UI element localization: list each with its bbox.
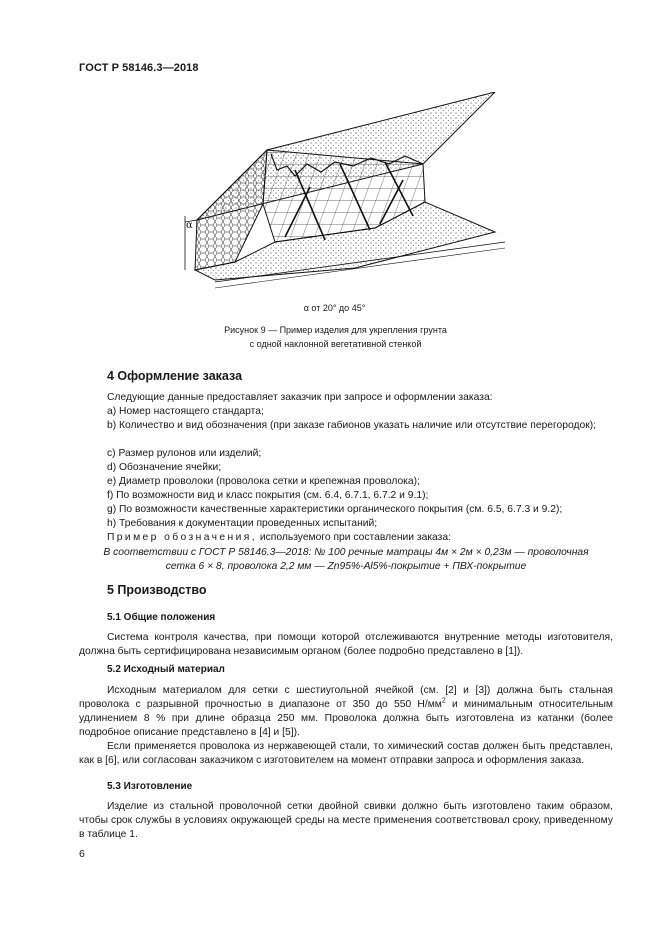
page-number: 6: [79, 848, 85, 860]
section-5-title: 5 Производство: [107, 583, 207, 597]
order-item-e: e) Диаметр проволоки (проволока сетки и крепежная проволока);: [107, 476, 420, 487]
example-word: Пример обозначения,: [107, 532, 257, 543]
order-item-g: g) По возможности качественные характеристики органического покрытия (см. 6.5, 6.7.3 и 9.2);: [107, 504, 563, 515]
order-item-c: c) Размер рулонов или изделий;: [107, 448, 262, 459]
section-5-3-title: 5.3 Изготовление: [107, 781, 193, 792]
section-5-1-text: Система контроля качества, при помощи которой отслеживаются внутренние методы изготовителя, должна быть сертифицирована независимым органом (более подробно представлено в [1]).: [79, 632, 613, 657]
section-5-2-paragraph2: Если применяется проволока из нержавеющей стали, то химический состав должен быть представлен, как в [6], или согласован заказчиком с изготовителем на момент отправки запроса и оформления заказа.: [79, 741, 613, 766]
example-line2: сетка 6 × 8, проволока 2,2 мм — Zn95%-Al5%-покрытие + ПВХ-покрытие: [165, 561, 527, 572]
section-5-3-text: Изделие из стальной проволочной сетки двойной свивки должно быть изготовлено таким образом, чтобы срок службы в условиях окружающей среды на месте применения соответствовал сроку, приведенному в таблице 1.: [79, 801, 613, 840]
order-item-a: a) Номер настоящего стандарта;: [107, 406, 264, 417]
order-item-b: b) Количество и вид обозначения (при заказе габионов указать наличие или отсутствие перегородок);: [107, 420, 597, 431]
document-header: ГОСТ Р 58146.3—2018: [79, 62, 199, 74]
example-intro: [107, 531, 613, 545]
figure-caption-line1: Рисунок 9 — Пример изделия для укрепления грунта: [224, 325, 447, 335]
alpha-label: α: [186, 220, 193, 231]
section-4-intro: Следующие данные предоставляет заказчик при запросе и оформлении заказа:: [107, 392, 493, 403]
section-5-2-p1-part2: и минимальным относительным удлинением 8 % при длине образца 250 мм. Проволока должна быть изготовлена из катанки (более подробное описание представлено в [4] и [5]).: [79, 698, 613, 738]
section-5-2-title: 5.2 Исходный материал: [107, 664, 225, 675]
figure-caption-line2: с одной наклонной вегетативной стенкой: [249, 339, 422, 349]
order-item-f: f) По возможности вид и класс покрытия (см. 6.4, 6.7.1, 6.7.2 и 9.1);: [107, 490, 429, 501]
section-5-2-p1-part1: Исходным материалом для сетки с шестиугольной ячейкой (см. [2] и [3]) должна быть стальная проволока с разрывной прочностью в диапазоне от 350 до 550 Н/мм: [79, 685, 613, 710]
figure-9-drawing: [175, 92, 510, 302]
section-5-1-title: 5.1 Общие положения: [107, 612, 216, 623]
superscript-2: 2: [441, 697, 446, 705]
order-item-d: d) Обозначение ячейки;: [107, 462, 222, 473]
section-5-2-paragraph1: [79, 684, 613, 740]
example-rest: используемого при составлении заказа:: [256, 532, 451, 543]
section-4-title: 4 Оформление заказа: [107, 369, 243, 383]
order-item-h: h) Требования к документации проведенных испытаний;: [107, 518, 378, 529]
example-line1: В соответствии с ГОСТ Р 58146.3—2018: № 100 речные матрацы 4м × 2м × 0,23м — проволочная: [103, 547, 589, 558]
figure-alpha-range: α от 20° до 45°: [303, 303, 366, 313]
